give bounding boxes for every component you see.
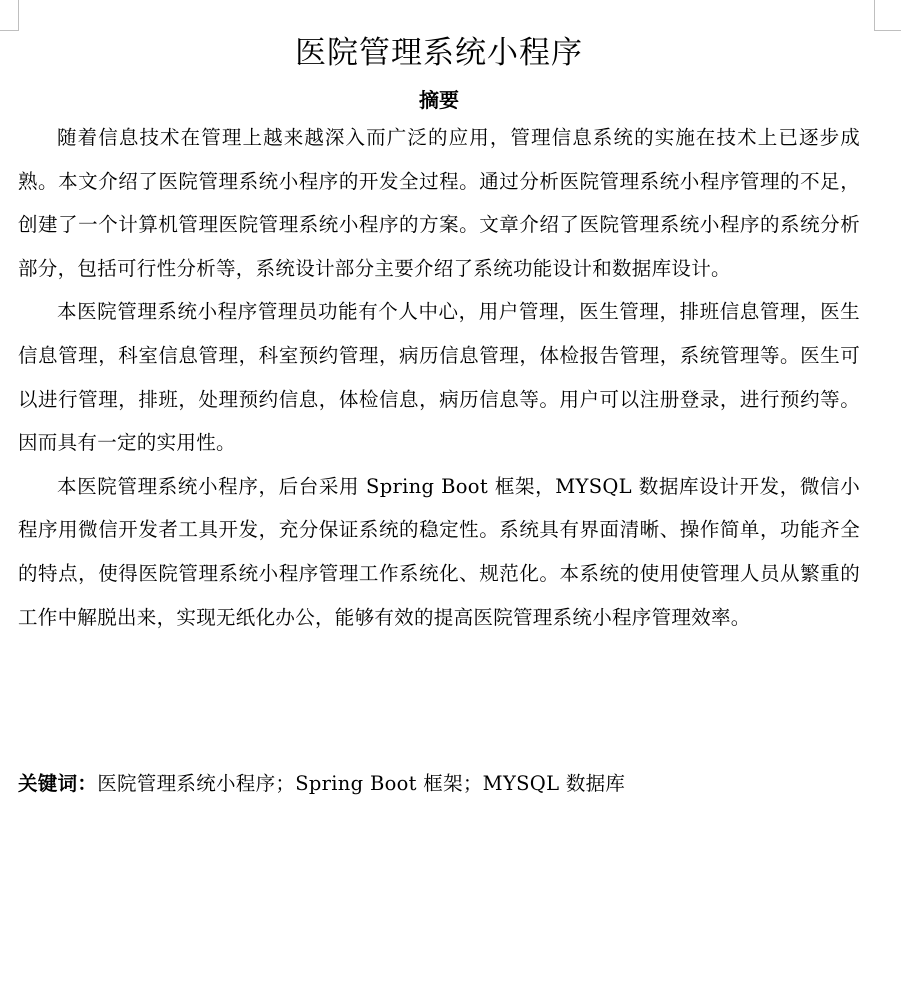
abstract-body bbox=[18, 116, 860, 639]
keywords-text: 医院管理系统小程序；Spring Boot 框架；MYSQL 数据库 bbox=[97, 772, 626, 795]
crop-mark-top-right bbox=[874, 0, 901, 31]
keywords-label: 关键词： bbox=[18, 772, 98, 795]
abstract-paragraph-3: 本医院管理系统小程序，后台采用 Spring Boot 框架，MYSQL 数据库设计开发，微信小程序用微信开发者工具开发，充分保证系统的稳定性。系统具有界面清晰、操作简单，功能齐全的特点，使得医院管理系统小程序管理工作系统化、规范化。本系统的使用使管理人员从繁重的工作中解脱出来，实现无纸化办公，能够有效的提高医院管理系统小程序管理效率。 bbox=[18, 474, 860, 629]
abstract-paragraph-1: 随着信息技术在管理上越来越深入而广泛的应用，管理信息系统的实施在技术上已逐步成熟。本文介绍了医院管理系统小程序的开发全过程。通过分析医院管理系统小程序管理的不足，创建了一个计算机管理医院管理系统小程序的方案。文章介绍了医院管理系统小程序的系统分析部分，包括可行性分析等，系统设计部分主要介绍了系统功能设计和数据库设计。 bbox=[18, 126, 860, 280]
keywords-line bbox=[18, 762, 860, 805]
document-title: 医院管理系统小程序 bbox=[295, 35, 583, 71]
abstract-heading: 摘要 bbox=[419, 88, 459, 112]
crop-mark-top-left bbox=[0, 0, 19, 31]
abstract-paragraph-2: 本医院管理系统小程序管理员功能有个人中心，用户管理，医生管理，排班信息管理，医生信息管理，科室信息管理，科室预约管理，病历信息管理，体检报告管理，系统管理等。医生可以进行管理，排班，处理预约信息，体检信息，病历信息等。用户可以注册登录，进行预约等。因而具有一定的实用性。 bbox=[18, 300, 860, 455]
